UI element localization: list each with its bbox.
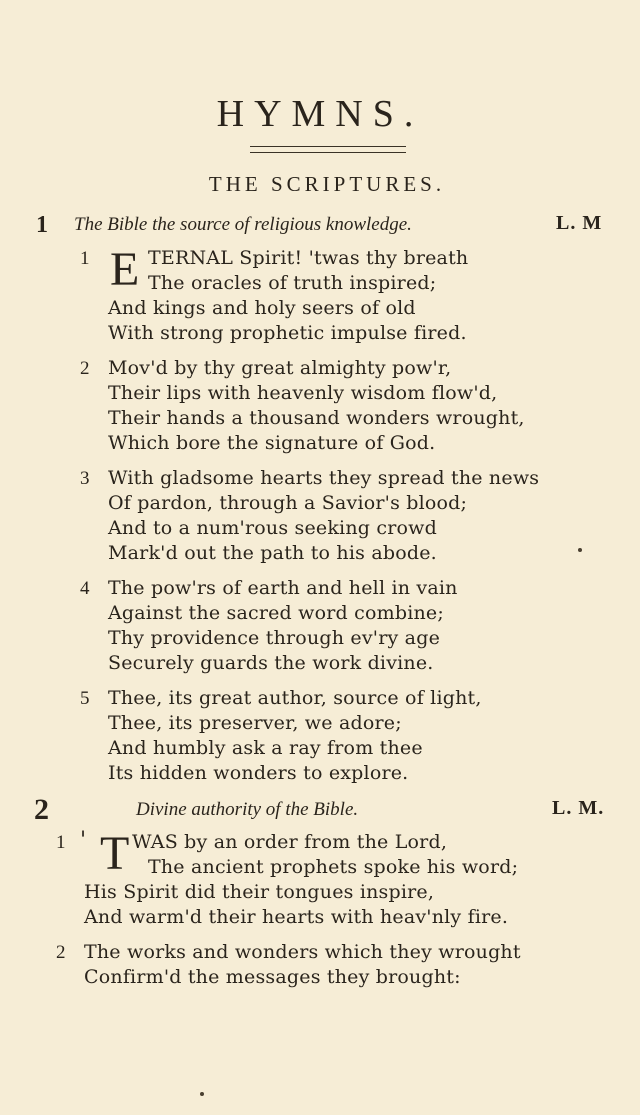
verse-line: Thee, its great author, source of light, xyxy=(108,687,482,709)
ink-speck xyxy=(578,548,582,552)
verse-line: Their lips with heavenly wisdom flow'd, xyxy=(108,382,498,404)
verse-number: 4 xyxy=(80,578,90,599)
verse-line: And warm'd their hearts with heav'nly fire. xyxy=(84,906,509,928)
verse-line: The works and wonders which they wrought xyxy=(84,941,521,963)
verse-line: And humbly ask a ray from thee xyxy=(108,737,423,759)
verse-line: Mov'd by thy great almighty pow'r, xyxy=(108,357,452,379)
verse-line: Of pardon, through a Savior's blood; xyxy=(108,492,468,514)
verse-line: The oracles of truth inspired; xyxy=(148,272,437,294)
verse-line: Securely guards the work divine. xyxy=(108,652,434,674)
verse-number: 2 xyxy=(80,358,90,379)
verse-line: Against the sacred word combine; xyxy=(108,602,444,624)
verse-line: The pow'rs of earth and hell in vain xyxy=(108,577,458,599)
verse-line: With gladsome hearts they spread the news xyxy=(108,467,540,489)
verse-number: 1 xyxy=(56,832,66,853)
hymn-number: 1 xyxy=(36,212,48,238)
verse-line: And to a num'rous seeking crowd xyxy=(108,517,437,539)
verse-line: The ancient prophets spoke his word; xyxy=(148,856,519,878)
hymn-meter: L. M xyxy=(556,212,603,234)
verse-number: 1 xyxy=(80,248,90,269)
drop-cap: T xyxy=(100,827,130,880)
hymn-subject: The Bible the source of religious knowledge. xyxy=(74,214,412,235)
verse-number: 3 xyxy=(80,468,90,489)
drop-cap: E xyxy=(110,243,140,296)
verse-line: Confirm'd the messages they brought: xyxy=(84,966,461,988)
verse-number: 2 xyxy=(56,942,66,963)
page-title: HYMNS. xyxy=(216,93,424,135)
verse-line: Which bore the signature of God. xyxy=(108,432,436,454)
verse-line: And kings and holy seers of old xyxy=(108,297,416,319)
title-divider xyxy=(250,146,406,153)
verse-line: His Spirit did their tongues inspire, xyxy=(84,881,435,903)
verse-line: Their hands a thousand wonders wrought, xyxy=(108,407,525,429)
opening-quote: ' xyxy=(80,828,87,853)
verse-line: Thee, its preserver, we adore; xyxy=(108,712,402,734)
ink-speck xyxy=(200,1092,204,1096)
section-title: THE SCRIPTURES. xyxy=(208,172,446,196)
verse-line: TERNAL Spirit! 'twas thy breath xyxy=(148,247,469,269)
hymn-meter: L. M. xyxy=(552,797,605,819)
verse-line: With strong prophetic impulse fired. xyxy=(108,322,467,344)
verse-number: 5 xyxy=(80,688,90,709)
hymn-number: 2 xyxy=(34,793,49,826)
hymn-subject: Divine authority of the Bible. xyxy=(136,799,359,820)
hymn-heading xyxy=(0,793,640,826)
verse-line: WAS by an order from the Lord, xyxy=(132,831,448,853)
verse-line: Its hidden wonders to explore. xyxy=(108,762,409,784)
hymn-heading xyxy=(0,211,640,239)
verse-line: Thy providence through ev'ry age xyxy=(108,627,441,649)
verse-line: Mark'd out the path to his abode. xyxy=(108,542,437,564)
